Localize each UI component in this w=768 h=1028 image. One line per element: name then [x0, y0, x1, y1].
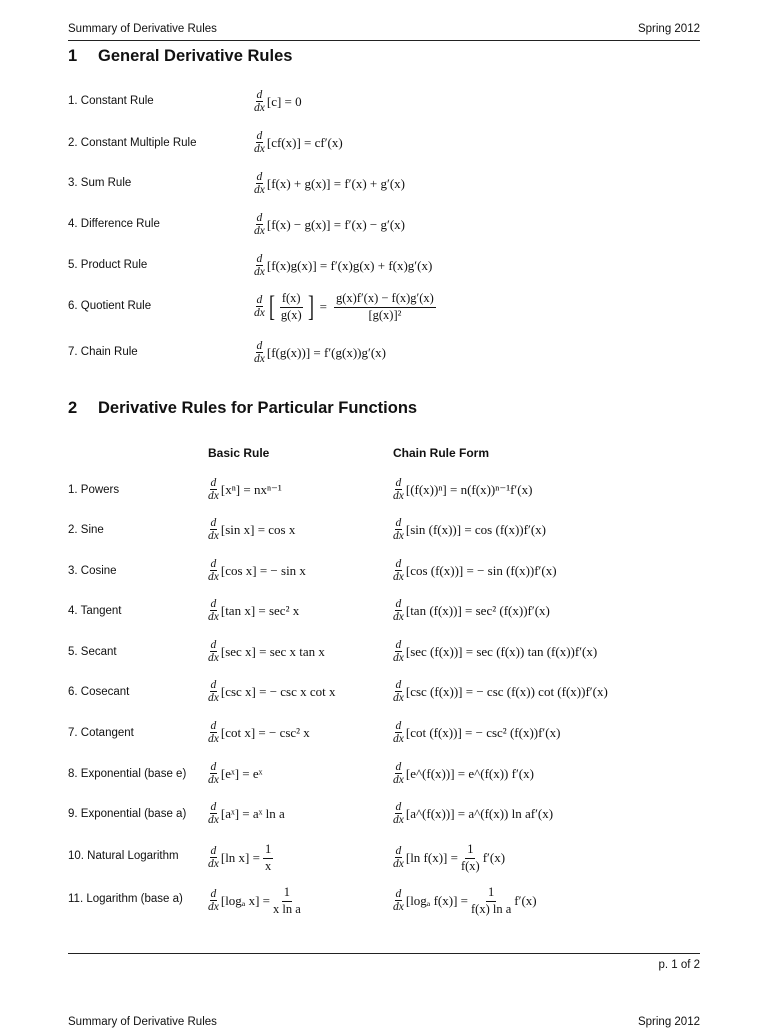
rule-label: 3. Sum Rule [68, 177, 132, 189]
basic-rule: $\frac{d}{dx}$ [logₐ x] = $\frac{1}{\text{x ln a}}$ [208, 885, 301, 916]
section-1-heading [68, 47, 292, 66]
column-header-chain: Chain Rule Form [393, 446, 490, 460]
quotient-inner: f(x) g(x) [280, 291, 302, 322]
derivative-operator: $\frac{d}{dx}$ [208, 801, 219, 826]
function-label: 3. Cosine [68, 565, 117, 577]
derivative-operator: $\frac{d}{dx}$ [208, 517, 219, 542]
derivative-operator: $\frac{d}{dx}$ [393, 517, 404, 542]
function-label: 8. Exponential (base e) [68, 768, 187, 780]
derivative-operator: $\frac{d}{dx}$ [393, 477, 404, 502]
function-label: 5. Secant [68, 646, 117, 658]
derivative-operator: $\frac{d}{dx}$ [208, 761, 219, 786]
derivative-operator: $\frac{d}{dx}$ [208, 558, 219, 583]
page-header [68, 23, 700, 43]
header-term: Spring 2012 [637, 23, 700, 35]
fraction: $\frac{1}{x}$ [264, 842, 272, 873]
header-title: Summary of Derivative Rules [68, 1016, 217, 1028]
derivative-operator: $\frac{d}{dx}$ [254, 253, 265, 278]
derivative-operator: $\frac{d}{dx}$ [254, 340, 265, 365]
section-number: 2 [68, 399, 78, 417]
page-number: p. 1 of 2 [658, 959, 700, 971]
derivative-operator: $\frac{d}{dx}$ [393, 720, 404, 745]
derivative-operator: $\frac{d}{dx}$ [208, 720, 219, 745]
basic-rule: $\frac{d}{dx}$ [xⁿ] = nxⁿ⁻¹ [208, 477, 282, 502]
derivative-operator: $\frac{d}{dx}$ [393, 845, 404, 870]
chain-rule: $\frac{d}{dx}$ [a^(f(x))] = a^(f(x)) ln af′(x) [393, 801, 554, 826]
derivative-operator: $\frac{d}{dx}$ [254, 89, 265, 114]
column-header-basic: Basic Rule [208, 446, 270, 460]
chain-rule: $\frac{d}{dx}$ [tan (f(x))] = sec² (f(x))f′(x) [393, 598, 550, 623]
derivative-operator: $\frac{d}{dx}$ [208, 679, 219, 704]
function-label: 1. Powers [68, 484, 120, 496]
quotient-result: $\frac{g(x)f'(x) - f(x)g'(x)}{\text{[g(x)]²}}$ [335, 291, 434, 322]
derivative-operator: $\frac{d}{dx}$ [393, 679, 404, 704]
basic-rule: $\frac{d}{dx}$ [aˣ] = aˣ ln a [208, 801, 285, 826]
basic-rule: $\frac{d}{dx}$ [sec x] = sec x tan x [208, 639, 325, 664]
rule-label: 7. Chain Rule [68, 346, 138, 358]
function-label: 2. Sine [68, 524, 104, 536]
derivative-operator: $\frac{d}{dx}$ [254, 212, 265, 237]
chain-rule: $\frac{d}{dx}$ [e^(f(x))] = e^(f(x)) f′(x) [393, 761, 534, 786]
chain-rule: $\frac{d}{dx}$ [(f(x))ⁿ] = n(f(x))ⁿ⁻¹f′(x) [393, 477, 533, 502]
basic-rule: $\frac{d}{dx}$ [tan x] = sec² x [208, 598, 300, 623]
basic-rule: $\frac{d}{dx}$ [ln x] = $\frac{1}{x}$ [208, 842, 272, 873]
derivative-operator: $\frac{d}{dx}$ [254, 294, 265, 319]
footer-rule [68, 953, 700, 954]
section-2-heading [68, 399, 417, 418]
chain-rule: $\frac{d}{dx}$ [cos (f(x))] = − sin (f(x))f′(x) [393, 558, 557, 583]
derivative-operator: $\frac{d}{dx}$ [208, 845, 219, 870]
fraction: $\frac{1}{\text{x ln a}}$ [273, 885, 301, 916]
basic-rule: $\frac{d}{dx}$ [eˣ] = eˣ [208, 761, 263, 786]
derivative-operator: $\frac{d}{dx}$ [393, 801, 404, 826]
derivative-operator: $\frac{d}{dx}$ [393, 598, 404, 623]
rule-formula: $\frac{d}{dx}$ [c] = 0 [254, 89, 302, 114]
chain-rule: $\frac{d}{dx}$ [sec (f(x))] = sec (f(x)) tan (f(x))f′(x) [393, 639, 598, 664]
header-title: Summary of Derivative Rules [68, 23, 217, 35]
section-title: General Derivative Rules [98, 47, 293, 65]
rule-formula: $\frac{d}{dx}$ [f(g(x))] = f′(g(x))g′(x) [254, 340, 386, 365]
derivative-operator: $\frac{d}{dx}$ [208, 639, 219, 664]
rule-label: 2. Constant Multiple Rule [68, 137, 197, 149]
function-label: 7. Cotangent [68, 727, 134, 739]
rule-label: 6. Quotient Rule [68, 300, 152, 312]
function-label: 10. Natural Logarithm [68, 850, 179, 862]
chain-rule: $\frac{d}{dx}$ [logₐ f(x)] = $\frac{1}{\text{f(x) ln a}}$ f′(x) [393, 885, 537, 916]
chain-rule: $\frac{d}{dx}$ [ln f(x)] = $\frac{1}{f(x)}$ f′(x) [393, 842, 506, 873]
rule-label: 5. Product Rule [68, 259, 148, 271]
derivative-operator: $\frac{d}{dx}$ [208, 598, 219, 623]
function-label: 9. Exponential (base a) [68, 808, 187, 820]
function-label: 4. Tangent [68, 605, 122, 617]
derivative-operator: $\frac{d}{dx}$ [393, 639, 404, 664]
derivative-operator: $\frac{d}{dx}$ [393, 761, 404, 786]
rule-formula: $\frac{d}{dx}$ [f(x) − g(x)] = f′(x) − g′(x) [254, 212, 405, 237]
rule-formula: $\frac{d}{dx}$ [f(x)g(x)] = f′(x)g(x) + f(x)g′(x) [254, 253, 433, 278]
chain-rule: $\frac{d}{dx}$ [cot (f(x))] = − csc² (f(x))f′(x) [393, 720, 561, 745]
section-title: Derivative Rules for Particular Functions [98, 399, 418, 417]
section-number: 1 [68, 47, 78, 65]
derivative-operator: $\frac{d}{dx}$ [393, 558, 404, 583]
fraction: $\frac{1}{f(x)}$ [460, 842, 480, 873]
chain-rule: $\frac{d}{dx}$ [sin (f(x))] = cos (f(x))f′(x) [393, 517, 546, 542]
rule-label: 4. Difference Rule [68, 218, 160, 230]
header-term: Spring 2012 [637, 1016, 700, 1028]
page-footer [68, 953, 700, 971]
basic-rule: $\frac{d}{dx}$ [csc x] = − csc x cot x [208, 679, 336, 704]
rule-formula: $\frac{d}{dx}$ [f(x) + g(x)] = f′(x) + g′(x) [254, 171, 405, 196]
function-label: 11. Logarithm (base a) [68, 893, 183, 905]
function-label: 6. Cosecant [68, 686, 130, 698]
basic-rule: $\frac{d}{dx}$ [cos x] = − sin x [208, 558, 306, 583]
derivative-operator: $\frac{d}{dx}$ [393, 888, 404, 913]
derivative-operator: $\frac{d}{dx}$ [208, 477, 219, 502]
header-rule [68, 40, 700, 41]
basic-rule: $\frac{d}{dx}$ [cot x] = − csc² x [208, 720, 310, 745]
derivative-operator: $\frac{d}{dx}$ [254, 130, 265, 155]
derivative-operator: $\frac{d}{dx}$ [254, 171, 265, 196]
rule-label: 1. Constant Rule [68, 95, 154, 107]
chain-rule: $\frac{d}{dx}$ [csc (f(x))] = − csc (f(x)) cot (f(x))f′(x) [393, 679, 608, 704]
derivative-operator: $\frac{d}{dx}$ [208, 888, 219, 913]
fraction: $\frac{1}{\text{f(x) ln a}}$ [471, 885, 512, 916]
rule-formula: $\frac{d}{dx}$ [cf(x)] = cf′(x) [254, 130, 343, 155]
rule-formula: $\frac{d}{dx}$ [ f(x) g(x) ] = $\frac{g(x)f'(x) - f(x)g'(x)}{\text{[g(x)]²}}$ [254, 290, 434, 323]
basic-rule: $\frac{d}{dx}$ [sin x] = cos x [208, 517, 296, 542]
